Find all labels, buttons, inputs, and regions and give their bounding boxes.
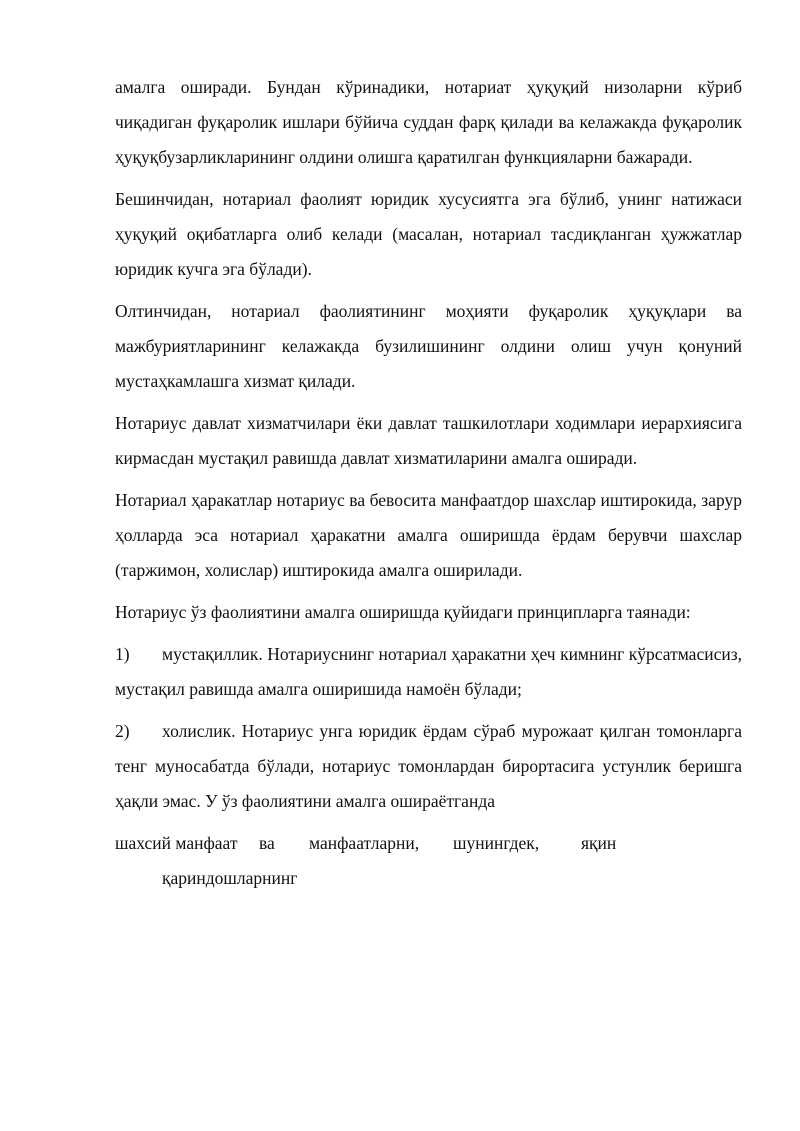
document-page bbox=[115, 70, 742, 896]
paragraph-4: Нотариус давлат хизматчилари ёки давлат ташкилотлари ходимлари иерархиясига кирмасдан мустақил равишда давлат хизматиларини амалга оширади. bbox=[115, 413, 742, 468]
list-number: 2) bbox=[115, 721, 130, 741]
list-item-1 bbox=[115, 637, 742, 707]
word: шунингдек, bbox=[453, 833, 540, 853]
paragraph-1: амалга оширади. Бундан кўринадики, нотариат ҳуқуқий низоларни кўриб чиқадиган фуқаролик ишлари бўйича суддан фарқ қилади ва келажакда фуқаролик ҳуқуқбузарликларининг олдини олишга қаратилган функцияларни бажаради. bbox=[115, 77, 742, 167]
word: шахсий манфаат bbox=[115, 833, 238, 853]
list-number: 1) bbox=[115, 644, 130, 664]
word: манфаатларни, bbox=[309, 833, 420, 853]
list-text: мустақиллик. Нотариуснинг нотариал ҳаракатни ҳеч кимнинг кўрсатмасисиз, мустақил равишда амалга оширишида намоён бўлади; bbox=[115, 644, 742, 699]
paragraph-5: Нотариал ҳаракатлар нотариус ва бевосита манфаатдор шахслар иштирокида, зарур ҳолларда эса нотариал ҳаракатни амалга оширишда ёрдам берувчи шахслар (таржимон, холислар) иштирокида амалга оширилади. bbox=[115, 490, 742, 580]
paragraph-2: Бешинчидан, нотариал фаолият юридик хусусиятга эга бўлиб, унинг натижаси ҳуқуқий оқибатларга олиб келади (масалан, нотариал тасдиқланган ҳужжатлар юридик кучга эга бўлади). bbox=[115, 189, 742, 279]
word: яқин bbox=[581, 833, 617, 853]
paragraph-6: Нотариус ўз фаолиятини амалга оширишда қуйидаги принципларга таянади: bbox=[115, 602, 691, 622]
list-item-2-last-word: қариндошларнинг bbox=[162, 868, 298, 888]
word: ва bbox=[259, 833, 275, 853]
list-text: холислик. Нотариус унга юридик ёрдам сўраб мурожаат қилган томонларга тенг муносабатда бўлади, нотариус томонлардан бирортасига устунлик беришга ҳақли эмас. У ўз фаолиятини амалга ошираётганда bbox=[115, 721, 742, 811]
paragraph-3: Олтинчидан, нотариал фаолиятининг моҳияти фуқаролик ҳуқуқлари ва мажбуриятларининг келажакда бузилишининг олдини олиш учун қонуний мустаҳкамлашга хизмат қилади. bbox=[115, 301, 742, 391]
list-item-2 bbox=[115, 714, 742, 819]
list-item-2-continuation bbox=[115, 826, 742, 861]
